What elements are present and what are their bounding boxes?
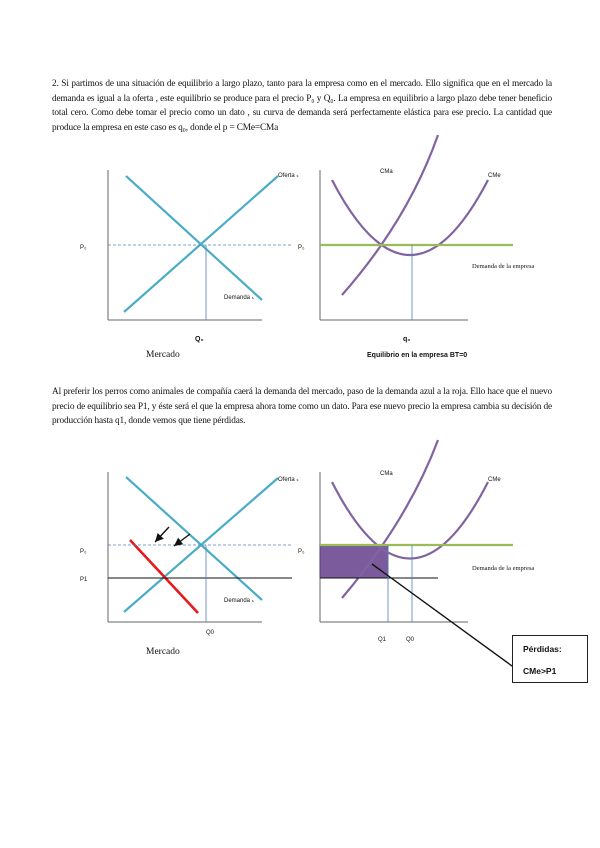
fig2-demand-curve [126, 477, 262, 600]
fig1-cme-label: CMe [488, 173, 501, 179]
fig1-demand-curve [126, 176, 262, 300]
fig2-cme-label: CMe [488, 477, 501, 483]
fig2-market-graph [80, 472, 299, 657]
fig1-firm-caption: Equilibrio en la empresa BT=0 [367, 352, 468, 359]
fig2-p1-label: P1 [80, 577, 88, 583]
fig2-loss-pointer-arrow [372, 564, 534, 682]
fig1-firm-graph [298, 135, 534, 359]
fig2-cma-label: CMa [380, 471, 393, 477]
loss-box [512, 635, 588, 683]
fig2-firm-p0-label: P₀ [298, 549, 305, 555]
fig1-firm-demand-label: Demanda de la empresa [472, 263, 535, 270]
fig1-cme-curve [332, 180, 488, 255]
fig2-q1-label: Q1 [378, 637, 387, 643]
fig2-market-caption: Mercado [146, 647, 180, 657]
loss-box-formula: CMe>P1 [523, 666, 557, 676]
fig2-firm-demand-label: Demanda de la empresa [472, 565, 535, 572]
paragraph-2: Al preferir los perros como animales de compañía caerá la demanda del mercado, paso de la demanda azul a la roja. Ello hace que el nuevo precio de equilibrio sea P1, y éste será el que la empresa ahora tome como un dato. Para ese nuevo precio la empresa cambia su decisión de producción hasta q1, donde vemos que tiene pérdidas. [52, 387, 552, 427]
fig1-market-caption: Mercado [146, 350, 180, 360]
fig2-shift-arrow-2 [174, 534, 190, 546]
fig2-p0-label: P₀ [80, 549, 87, 555]
fig1-firm-p0-label: P₀ [298, 245, 305, 251]
fig2-oferta-label: Oferta ₛ [278, 477, 299, 483]
fig1-firm-q0-label: q₀ [403, 336, 411, 343]
fig1-p0-label: P₀ [80, 245, 87, 251]
fig1-market-graph [80, 170, 299, 360]
fig2-new-demand-curve [130, 540, 198, 613]
fig2-shift-arrow-1 [155, 527, 169, 542]
fig1-cma-curve [342, 135, 438, 295]
fig1-demanda-label: Demanda ₛ [224, 295, 254, 301]
fig1-q0-label: Q₀ [195, 336, 204, 343]
fig2-q0-label: Q0 [206, 630, 215, 636]
fig1-cma-label: CMa [380, 169, 393, 175]
loss-box-title: Pérdidas: [523, 644, 562, 654]
fig2-firm-q0-label: Q0 [406, 637, 415, 643]
fig1-oferta-label: Oferta ₛ [278, 173, 299, 179]
fig2-firm-graph [298, 440, 534, 682]
fig2-demanda-label: Demanda ₛ [224, 598, 254, 604]
paragraph-1: 2. Si partimos de una situación de equilibrio a largo plazo, tanto para la empresa como en el mercado. Ello significa que en el mercado la demanda es igual a la oferta , este equilibrio se produce para el precio P₀ y Q₀. La empresa en equilibrio a largo plazo debe tener beneficio total cero. Como debe tomar el precio como un dato , su curva de demanda será perfectamente elástica para ese precio. La cantidad que produce la empresa en este caso es q₀, donde el p = CMe=CMa [52, 79, 552, 134]
